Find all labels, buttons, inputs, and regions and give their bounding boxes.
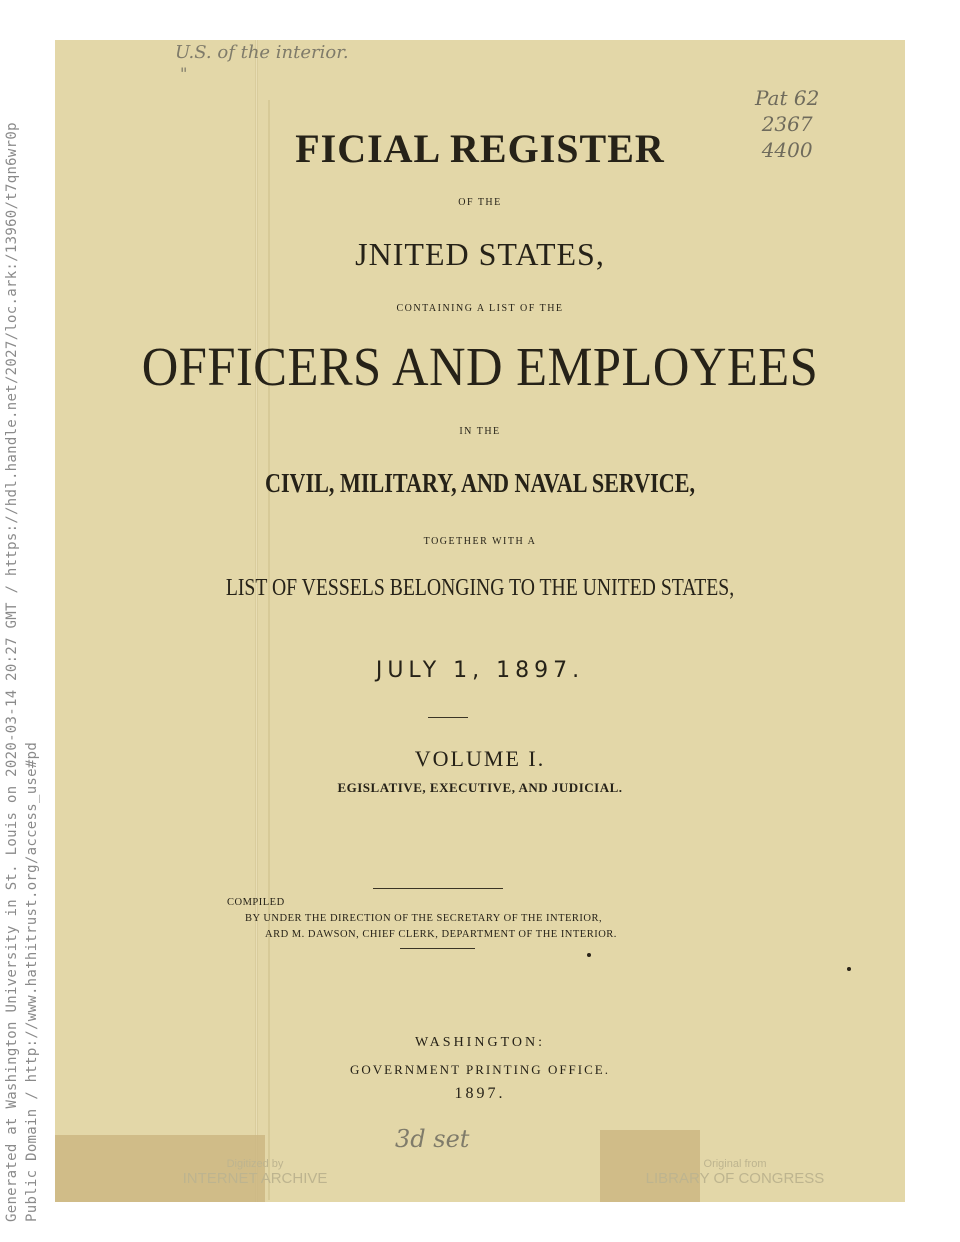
publication-date: JULY 1, 1897.	[375, 658, 585, 683]
imprint-place: WASHINGTON:	[415, 1035, 545, 1050]
vessels-heading: LIST OF VESSELS BELONGING TO THE UNITED STATES,	[225, 575, 735, 601]
containing-line: CONTAINING A LIST OF THE	[396, 303, 564, 314]
volume-heading: VOLUME I.	[414, 746, 546, 771]
divider	[400, 948, 475, 949]
imprint-year: 1897.	[454, 1085, 506, 1102]
united-states-heading: JNITED STATES,	[355, 236, 605, 272]
provenance-stamp	[2, 0, 52, 1242]
scanned-page	[55, 40, 905, 1202]
of-the-line: OF THE	[458, 197, 502, 208]
catalog-line: 4400	[761, 138, 813, 162]
ink-speck	[587, 953, 591, 957]
handwritten-set-note: 3d set	[395, 1125, 470, 1153]
ink-speck	[847, 967, 851, 971]
compiled-line: COMPILED	[227, 897, 285, 908]
catalog-line: Pat 62	[755, 86, 820, 110]
digitized-watermark	[145, 1158, 365, 1187]
handwritten-ditto: "	[180, 64, 188, 83]
together-line: TOGETHER WITH A	[423, 536, 537, 547]
watermark-big: INTERNET ARCHIVE	[182, 1170, 328, 1187]
original-watermark	[615, 1158, 855, 1187]
compiled-line: BY UNDER THE DIRECTION OF THE SECRETARY OF THE INTERIOR,	[245, 913, 603, 924]
catalog-line: 2367	[761, 112, 813, 136]
watermark-small: Original from	[703, 1158, 767, 1170]
services-heading: CIVIL, MILITARY, AND NAVAL SERVICE,	[264, 468, 696, 498]
in-the-line: IN THE	[459, 426, 501, 437]
compiled-by-block	[227, 895, 697, 943]
officers-heading: OFFICERS AND EMPLOYEES	[141, 336, 819, 397]
watermark-big: LIBRARY OF CONGRESS	[645, 1170, 825, 1187]
branches-line: EGISLATIVE, EXECUTIVE, AND JUDICIAL.	[337, 780, 623, 795]
handwritten-note-top: U.S. of the interior.	[175, 42, 349, 63]
divider	[373, 888, 503, 889]
divider	[428, 717, 468, 718]
watermark-small: Digitized by	[226, 1158, 284, 1170]
provenance-line-1: Generated at Washington University in St. Louis on 2020-03-14 20:27 GMT / https://hdl.handle.net/2027/loc.ark:/13960/t7qn6wr0p	[4, 122, 20, 1222]
imprint-printer: GOVERNMENT PRINTING OFFICE.	[350, 1062, 610, 1077]
page-fold-crease	[255, 40, 258, 1202]
compiled-line: ARD M. DAWSON, CHIEF CLERK, DEPARTMENT OF THE INTERIOR.	[265, 929, 617, 940]
document-title: FICIAL REGISTER	[295, 126, 665, 171]
provenance-line-2: Public Domain / http://www.hathitrust.org/access_use#pd	[24, 741, 40, 1222]
